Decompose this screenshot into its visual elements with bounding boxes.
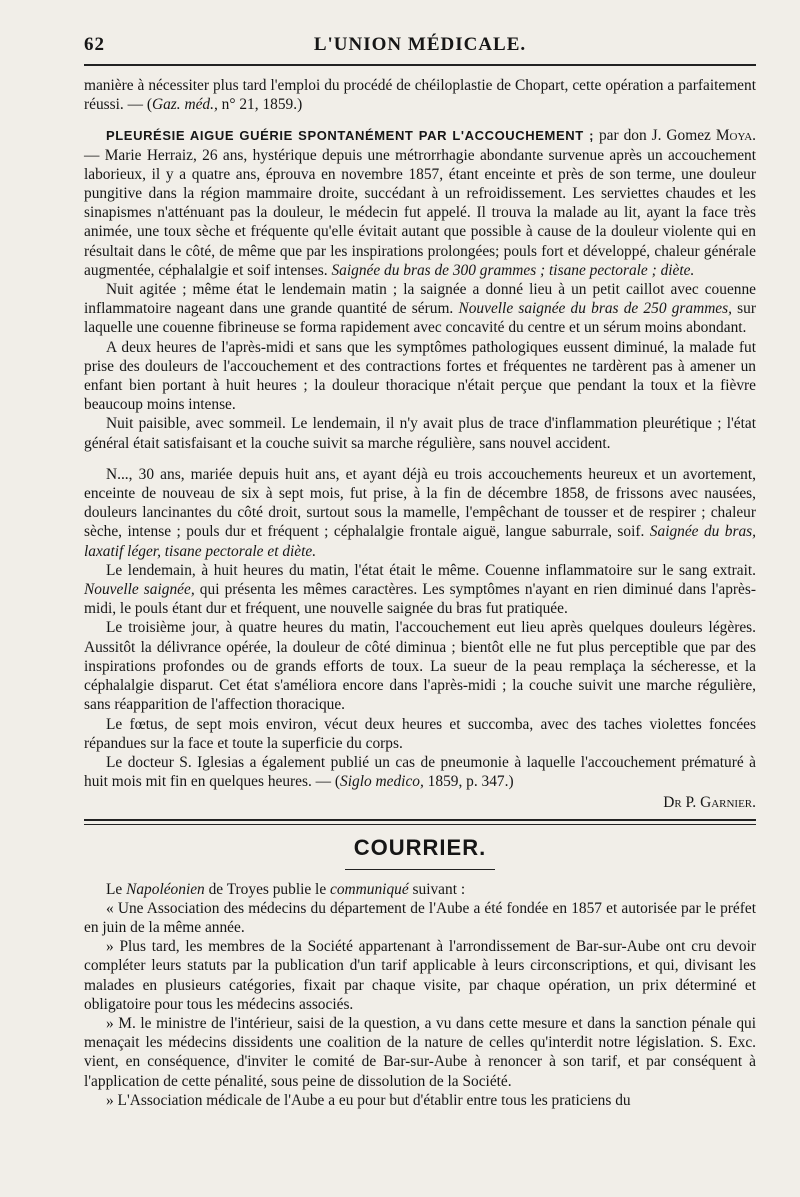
paragraph: » Plus tard, les membres de la Société appartenant à l'arrondissement de Bar-sur-Aube ont cru devoir compléter leurs statuts par la publication d'un tarif applicable à leurs circonscriptions, et qui, divisant les malades en plusieurs catégories, fixait par chaque visite, par chaque opération, un prix déterminé et obligatoire pour tous les médecins associés.	[84, 938, 756, 1013]
title-rule	[345, 869, 495, 870]
article-heading: PLEURÉSIE AIGUE GUÉRIE SPONTANÉMENT PAR L'ACCOUCHEMENT ;	[106, 128, 595, 144]
paragraph: N..., 30 ans, mariée depuis huit ans, et ayant déjà eu trois accouchements heureux et un avortement, enceinte de nouveau de six à sept mois, fut prise, à la fin de décembre 1858, de frissons avec nausées, douleurs lancinantes du côté droit, surtout sous la mamelle, l'empêchant de tousser et de respirer ; chaleur sèche, intense ; pouls dur et fréquent ; céphalalgie frontale aiguë, langue saburrale, soif. Saignée du bras, laxatif léger, tisane pectorale et diète.	[84, 465, 756, 560]
paragraph: Le fœtus, de sept mois environ, vécut deux heures et succomba, avec des taches violettes foncées répandues sur la face et toute la superficie du corps.	[84, 715, 756, 752]
paragraph: Le docteur S. Iglesias a également publié un cas de pneumonie à laquelle l'accouchement prématuré à huit mois mit fin en quelques heures. — (Siglo medico, 1859, p. 347.) Dr P. Garnier.	[84, 753, 756, 812]
continued-paragraph: manière à nécessiter plus tard l'emploi du procédé de chéiloplastie de Chopart, cette opération a parfaitement réussi. — (Gaz. méd., n° 21, 1859.)	[84, 77, 756, 114]
paragraph: Le troisième jour, à quatre heures du matin, l'accouchement eut lieu après quelques douleurs légères. Aussitôt la délivrance opérée, la douleur de côté diminua ; bientôt elle ne fut plus perceptible que par des inspirations profondes ou de grands efforts de toux. La sueur de la peau remplaça la sécheresse, et la céphalalgie disparut. Cet état s'améliora encore dans l'après-midi ; la couche suivit une marche régulière, sans réapparition de l'affection thoracique.	[84, 619, 756, 714]
journal-title: L'UNION MÉDICALE.	[313, 34, 527, 55]
article-pleuresie: PLEURÉSIE AIGUE GUÉRIE SPONTANÉMENT PAR L'ACCOUCHEMENT ; par don J. Gomez Moya. — Marie Herraiz, 26 ans, hystérique depuis une métrorrhagie abondante survenue après un accouchement laborieux, il y a quatre ans, éprouva en novembre 1857, étant enceinte et près de son terme, une douleur pungitive dans la région mammaire droite, succédant à un refroidissement. Les serviettes chaudes et les sinapismes n'atténuant pas la douleur, le médecin fut appelé. Il trouva la malade au lit, ayant la face très animée, une toux sèche et fréquente qu'elle évitait autant que possible à cause de la douleur violente qui en résultait dans le côté, de même que par les inspirations prolongées; pouls fort et développé, chaleur générale augmentée, céphalalgie et soif intenses. Saignée du bras de 300 grammes ; tisane pectorale ; diète.	[84, 127, 756, 279]
paragraph: Nuit paisible, avec sommeil. Le lendemain, il n'y avait plus de trace d'inflammation pleurétique ; l'état général était satisfaisant et la couche suivit sa marche régulière, sans nouvel accident.	[84, 415, 756, 452]
article-author: Moya.	[715, 127, 756, 145]
paragraph: Le lendemain, à huit heures du matin, l'état était le même. Couenne inflammatoire sur le sang extrait. Nouvelle saignée, qui présenta les mêmes caractères. Les symptômes n'ayant en rien diminué dans l'après-midi, le pouls étant dur et fréquent, une nouvelle saignée du bras fut pratiquée.	[84, 561, 756, 618]
spacer	[84, 114, 756, 126]
paragraph: Nuit agitée ; même état le lendemain matin ; la saignée a donné lieu à un petit caillot avec couenne inflammatoire nageant dans une grande quantité de sérum. Nouvelle saignée du bras de 250 grammes, sur laquelle une couenne fibrineuse se forma rapidement avec concavité du centre et un sérum moins abondant.	[84, 281, 756, 337]
running-head	[84, 34, 756, 60]
spacer	[84, 453, 756, 465]
header-rule	[84, 64, 756, 66]
paragraph: « Une Association des médecins du département de l'Aube a été fondée en 1857 et autorisée par le préfet en juin de la même année.	[84, 899, 756, 936]
paragraph: » L'Association médicale de l'Aube a eu pour but d'établir entre tous les praticiens du	[106, 1091, 631, 1109]
paragraph: A deux heures de l'après-midi et sans que les symptômes pathologiques eussent diminué, la malade fut prise des douleurs de l'accouchement et des contractions fortes et fréquentes ne tardèrent pas à amener un enfant bien portant à huit heures ; la douleur thoracique n'était perçue que pendant la toux et la fièvre beaucoup moins intense.	[84, 338, 756, 414]
paragraph: » M. le ministre de l'intérieur, saisi de la question, a vu dans cette mesure et dans la sanction pénale qui menaçait les médecins dissidents une coalition de la nature de celles qu'interdit notre législation. S. Exc. vient, en conséquence, d'inviter le comité de Bar-sur-Aube à renoncer à son tarif, et par conséquent à l'application de cette pénalité, sous peine de dissolution de la Société.	[84, 1014, 756, 1090]
section-title: COURRIER.	[353, 834, 487, 860]
section-divider	[84, 819, 756, 825]
author-signature: Dr P. Garnier.	[663, 794, 756, 812]
paragraph: Le Napoléonien de Troyes publie le communiqué suivant :	[106, 880, 466, 898]
page-number: 62	[84, 34, 105, 55]
